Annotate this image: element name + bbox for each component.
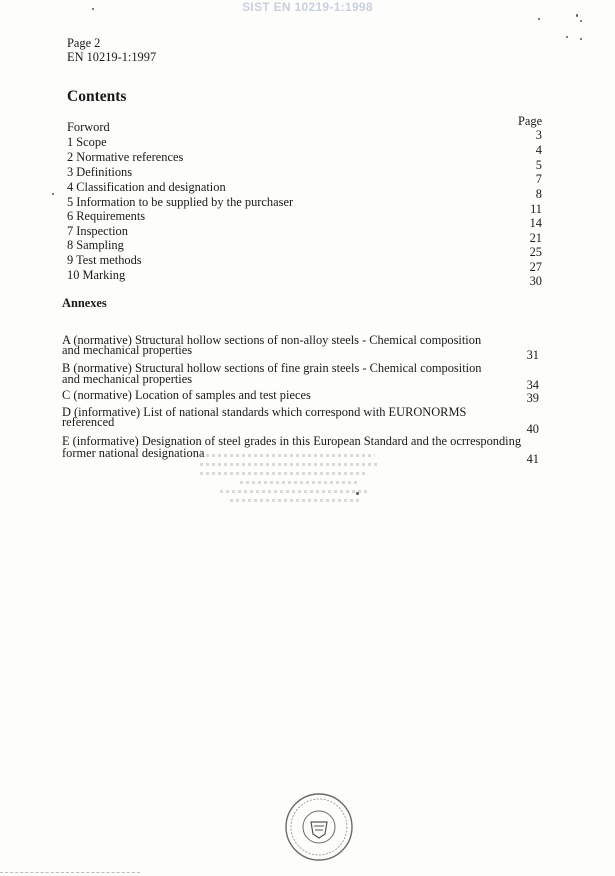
contents-entry-label: 9 Test methods [67, 253, 142, 267]
document-watermark: SIST EN 10219-1:1998 [242, 0, 373, 14]
annex-entry-line: B (normative) Structural hollow sections of fine grain steels - Chemical composition [62, 361, 482, 375]
contents-entry-label: Forword [67, 120, 110, 134]
faint-received-stamp [200, 448, 390, 528]
annex-entry-page: 34 [526, 378, 539, 392]
contents-title: Contents [67, 88, 127, 105]
contents-entry-page: 30 [529, 274, 542, 288]
contents-entry-page: 7 [535, 172, 542, 186]
annex-entry-page: 40 [526, 422, 539, 436]
bottom-edge-rule [0, 872, 140, 873]
annex-entry-line: and mechanical properties [62, 343, 193, 357]
contents-entry-page: 27 [529, 260, 542, 274]
contents-entry-label: 5 Information to be supplied by the purchaser [67, 195, 294, 209]
institute-seal-icon [284, 792, 354, 862]
annex-entry-line: E (informative) Designation of steel grades in this European Standard and the ocrresponding [62, 434, 522, 448]
scan-speck [566, 36, 568, 38]
contents-entry-label: 3 Definitions [67, 165, 133, 179]
annex-entry-line: referenced [62, 415, 115, 429]
contents-entry-page: 21 [529, 231, 542, 245]
contents-page-column-label: Page [518, 114, 543, 128]
contents-entry-label: 2 Normative references [67, 150, 184, 164]
contents-entry-page: 3 [535, 128, 542, 142]
contents-entry-label: 7 Inspection [67, 224, 128, 238]
scan-speck [576, 14, 578, 17]
annex-entry-line: A (normative) Structural hollow sections of non-alloy steels - Chemical composition [62, 333, 482, 347]
scan-speck [52, 193, 54, 195]
scan-speck [580, 38, 582, 40]
annex-entry-line: D (informative) List of national standards which correspond with EURONORMS [62, 405, 467, 419]
contents-entry-label: 4 Classification and designation [67, 180, 226, 194]
contents-entry-page: 11 [530, 202, 542, 216]
annex-entry-line: C (normative) Location of samples and test pieces [62, 388, 311, 402]
scan-speck [538, 18, 540, 20]
annex-entry-page: 41 [526, 452, 539, 466]
contents-entry-label: 1 Scope [67, 135, 107, 149]
annex-entry-line: former national designationa [62, 446, 205, 460]
header-page-label: Page 2 [67, 36, 101, 50]
annexes-title: Annexes [62, 296, 107, 310]
header-standard-number: EN 10219-1:1997 [67, 50, 157, 64]
contents-entry-label: 10 Marking [67, 268, 126, 282]
contents-entry-page: 4 [535, 143, 542, 157]
contents-entry-page: 14 [529, 216, 542, 230]
scan-speck [580, 20, 582, 22]
contents-entry-label: 8 Sampling [67, 238, 124, 252]
annex-entry-page: 39 [526, 391, 539, 405]
contents-entry-label: 6 Requirements [67, 209, 146, 223]
contents-entry-page: 25 [529, 245, 542, 259]
scan-speck [92, 8, 94, 10]
annex-entry-page: 31 [526, 348, 539, 362]
contents-entry-page: 5 [535, 158, 542, 172]
contents-entry-page: 8 [535, 187, 542, 201]
annex-entry-line: and mechanical properties [62, 372, 193, 386]
